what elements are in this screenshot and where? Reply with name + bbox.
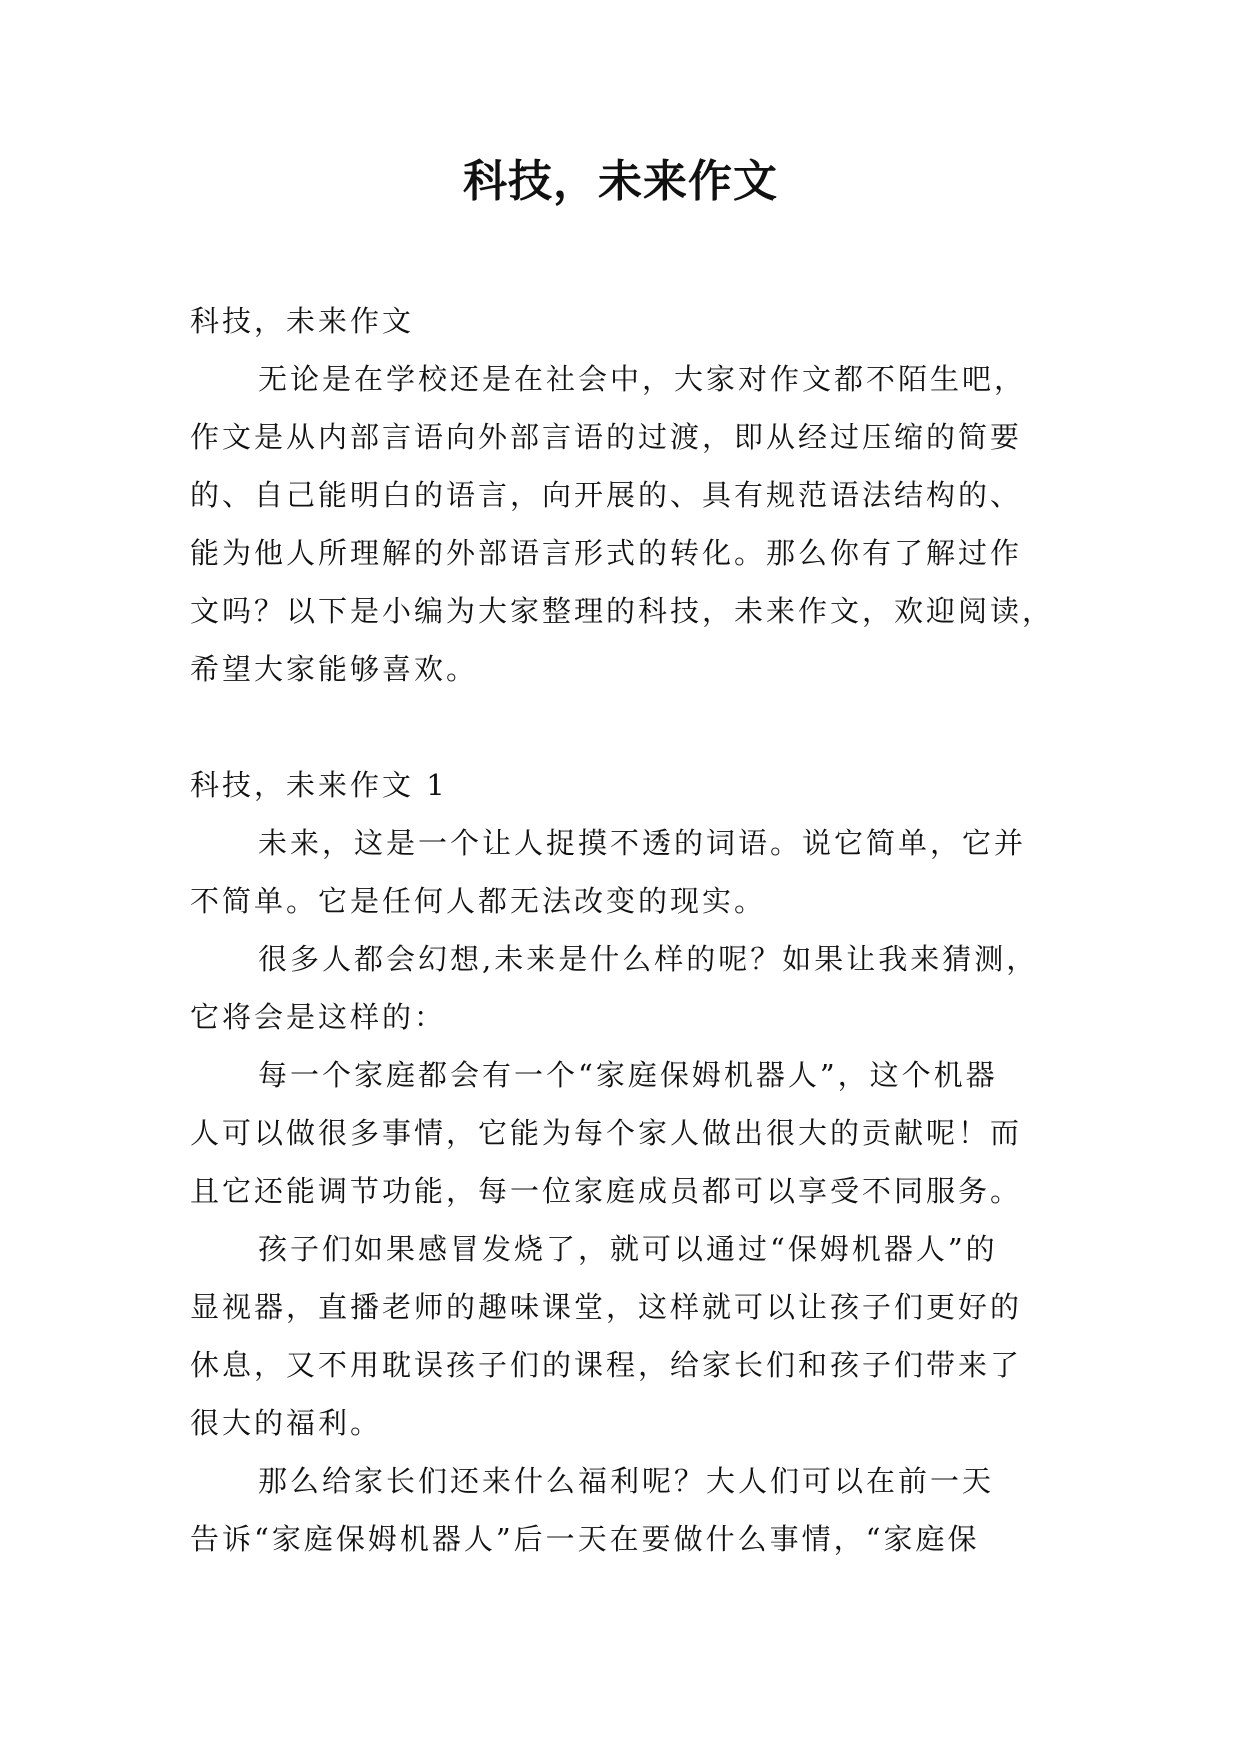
text-line: 作文是从内部言语向外部言语的过渡，即从经过压缩的简要: [190, 420, 1023, 454]
intro-heading: 科技，未来作文: [190, 304, 415, 338]
text-line: 显视器，直播老师的趣味课堂，这样就可以让孩子们更好的: [190, 1290, 1023, 1324]
text-line: 文吗？以下是小编为大家整理的科技，未来作文，欢迎阅读，: [190, 594, 1055, 628]
text-line: 的、自己能明白的语言，向开展的、具有规范语法结构的、: [190, 478, 1023, 512]
text-line: 无论是在学校还是在社会中，大家对作文都不陌生吧，: [258, 362, 1027, 396]
text-line: 人可以做很多事情，它能为每个家人做出很大的贡献呢！而: [190, 1116, 1023, 1150]
text-line: 告诉“家庭保姆机器人”后一天在要做什么事情，“家庭保: [190, 1522, 980, 1556]
text-line: 很大的福利。: [190, 1406, 383, 1440]
document-body: [190, 292, 1070, 1568]
paragraph-gap: [190, 698, 1070, 756]
section-heading: 科技，未来作文 1: [190, 768, 448, 802]
document-title: 科技，未来作文: [463, 156, 778, 207]
text-line: 很多人都会幻想,未来是什么样的呢？如果让我来猜测，: [258, 942, 1039, 976]
text-line: 不简单。它是任何人都无法改变的现实。: [190, 884, 767, 918]
text-line: 希望大家能够喜欢。: [190, 652, 479, 686]
text-line: 孩子们如果感冒发烧了，就可以通过“保姆机器人”的: [258, 1232, 998, 1266]
text-line: 休息，又不用耽误孩子们的课程，给家长们和孩子们带来了: [190, 1348, 1023, 1382]
text-line: 那么给家长们还来什么福利呢？大人们可以在前一天: [258, 1464, 995, 1498]
text-line: 未来，这是一个让人捉摸不透的词语。说它简单，它并: [258, 826, 1027, 860]
text-line: 能为他人所理解的外部语言形式的转化。那么你有了解过作: [190, 536, 1023, 570]
text-line: 它将会是这样的：: [190, 1000, 447, 1034]
text-line: 且它还能调节功能，每一位家庭成员都可以享受不同服务。: [190, 1174, 1023, 1208]
text-line: 每一个家庭都会有一个“家庭保姆机器人”，这个机器: [258, 1058, 998, 1092]
